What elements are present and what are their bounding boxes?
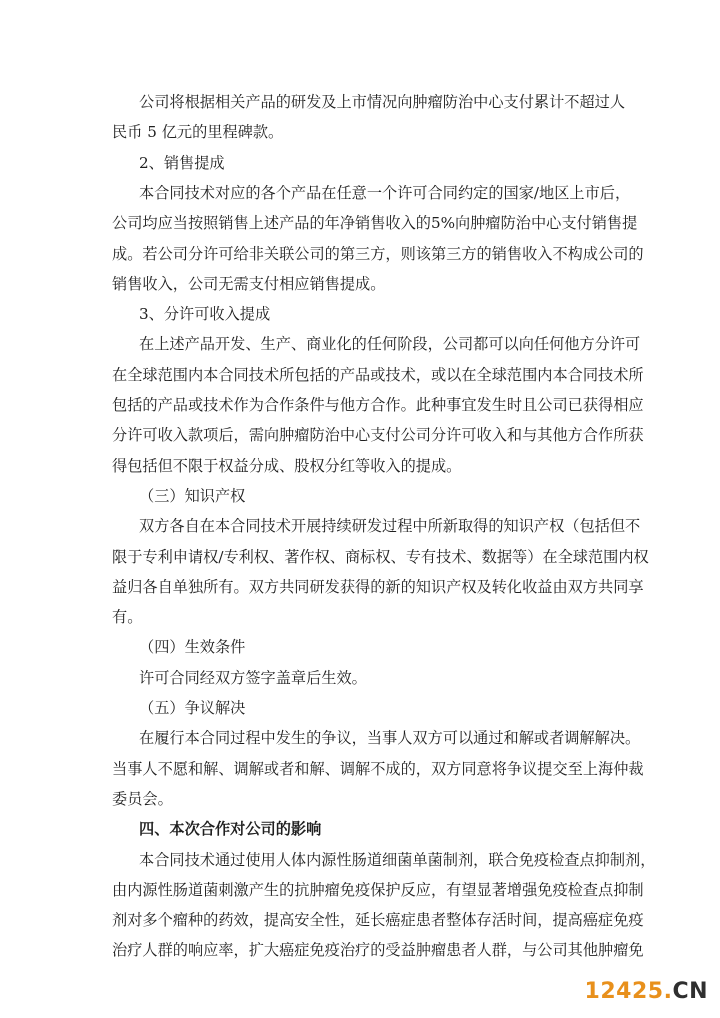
watermark-dot: .	[663, 979, 673, 1004]
text-line: 在 履 行 本 合 同 过 程 中 发 生 的 争 议 ， 当 事 人 双 方 可 以 通 过 和 解 或 者 调 解 解 决 。	[139, 729, 641, 748]
text-line: 成 。 若 公 司 分 许 可 给 非 关 联 公 司 的 第 三 方 ， 则 该 第 三 方 的 销 售 收 入 不 构 成 公 司 的	[112, 244, 644, 263]
text-line: 在 全 球 范 围 内 本 合 同 技 术 所 包 括 的 产 品 或 技 术 ， 或 以 在 全 球 范 围 内 本 合 同 技 术 所	[112, 365, 644, 384]
text-line: （四）生效条件	[139, 638, 246, 657]
text-line: 由 内 源 性 肠 道 菌 刺 激 产 生 的 抗 肿 瘤 免 疫 保 护 反 应 ， 有 望 显 著 增 强 免 疫 检 查 点 抑 制	[112, 880, 644, 899]
text-line: 公 司 均 应 当 按 照 销 售 上 述 产 品 的 年 净 销 售 收 入 的 5% 向 肿 瘤 防 治 中 心 支 付 销 售 提	[112, 214, 638, 233]
text-line: 有。	[112, 608, 143, 627]
text-line: （五）争议解决	[139, 699, 246, 717]
text-line: 3、分许可收入提成	[139, 305, 271, 324]
text-line: 双 方 各 自 在 本 合 同 技 术 开 展 持 续 研 发 过 程 中 所 新 取 得 的 知 识 产 权 （ 包 括 但 不	[139, 517, 641, 536]
text-line: 2、销售提成	[139, 153, 225, 172]
text-line: 包 括 的 产 品 或 技 术 作 为 合 作 条 件 与 他 方 合 作 。 此 种 事 宜 发 生 时 且 公 司 已 获 得 相 应	[112, 396, 644, 414]
text-line: 委员会。	[112, 789, 173, 808]
text-line: 许可合同经双方签字盖章后生效。	[139, 668, 367, 687]
text-line: 在 上 述 产 品 开 发 、 生 产 、 商 业 化 的 任 何 阶 段 ， 公 司 都 可 以 向 任 何 他 方 分 许 可	[139, 335, 641, 354]
text-line: （三）知识产权	[139, 486, 246, 505]
text-line: 本 合 同 技 术 通 过 使 用 人 体 内 源 性 肠 道 细 菌 单 菌 制 剂 ， 联 合 免 疫 检 查 点 抑 制 剂 ，	[139, 850, 656, 869]
text-line: 当 事 人 不 愿 和 解 、 调 解 或 者 和 解 、 调 解 不 成 的 ， 双 方 同 意 将 争 议 提 交 至 上 海 仲 裁	[112, 759, 644, 778]
text-line: 治 疗 人 群 的 响 应 率 ， 扩 大 癌 症 免 疫 治 疗 的 受 益 肿 瘤 患 者 人 群 ， 与 公 司 其 他 肿 瘤 免	[112, 941, 644, 960]
watermark-suffix: CN	[672, 979, 708, 1004]
text-line: 限 于 专 利 申 请 权 / 专 利 权 、 著 作 权 、 商 标 权 、 专 有 技 术 、 数 据 等 ） 在 全 球 范 围 内 权	[112, 547, 649, 566]
text-line: 益 归 各 自 单 独 所 有 。 双 方 共 同 研 发 获 得 的 新 的 知 识 产 权 及 转 化 收 益 由 双 方 共 同 享	[112, 577, 644, 596]
text-line: 本 合 同 技 术 对 应 的 各 个 产 品 在 任 意 一 个 许 可 合 同 约 定 的 国 家 / 地 区 上 市 后 ，	[139, 183, 631, 202]
text-line: 民币 5 亿元的里程碑款。	[112, 123, 284, 142]
watermark-number: 12425	[584, 979, 664, 1004]
text-line: 公 司 将 根 据 相 关 产 品 的 研 发 及 上 市 情 况 向 肿 瘤 防 治 中 心 支 付 累 计 不 超 过 人	[139, 93, 625, 111]
text-line: 销售收入，公司无需支付相应销售提成。	[112, 274, 386, 293]
site-watermark	[585, 979, 708, 1004]
text-line: 得包括但不限于权益分成、股权分红等收入的提成。	[112, 456, 462, 475]
section-heading: 四、本次合作对公司的影响	[139, 820, 322, 839]
text-line: 剂 对 多 个 瘤 种 的 药 效 ， 提 高 安 全 性 ， 延 长 癌 症 患 者 整 体 存 活 时 间 ， 提 高 癌 症 免 疫	[112, 911, 644, 930]
text-line: 分 许 可 收 入 款 项 后 ， 需 向 肿 瘤 防 治 中 心 支 付 公 司 分 许 可 收 入 和 与 其 他 方 合 作 所 获	[112, 426, 644, 445]
